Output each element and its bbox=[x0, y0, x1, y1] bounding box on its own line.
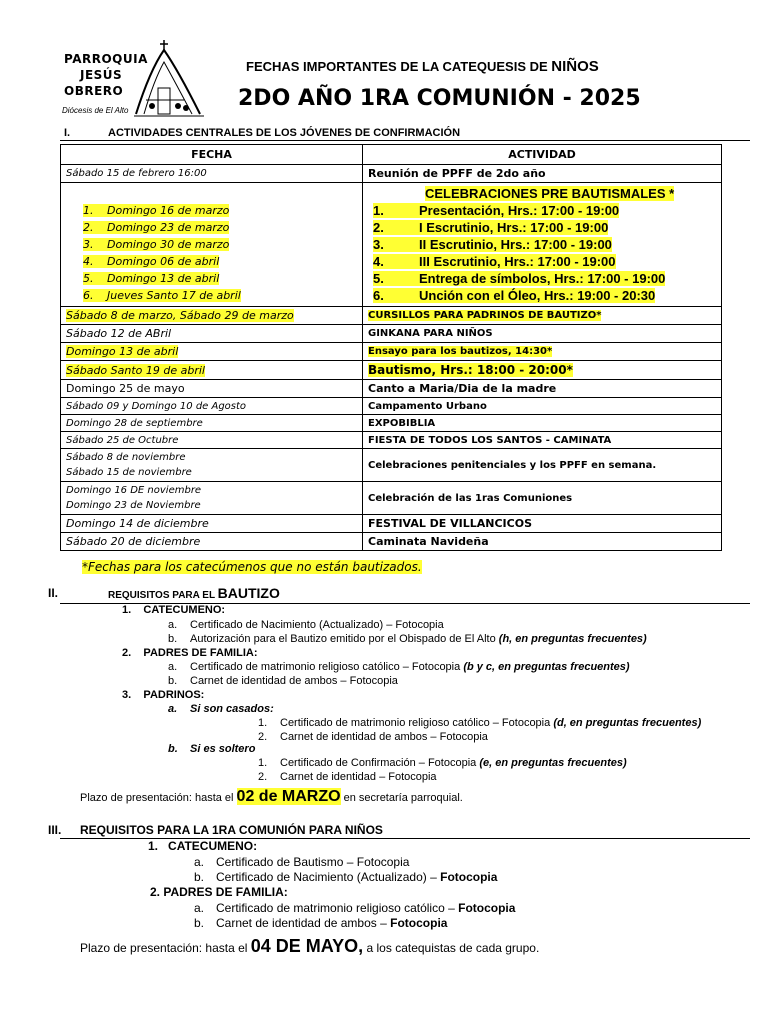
communion-deadline: Plazo de presentación: hasta el 04 DE MAYO, a los catequistas de cada grupo. bbox=[80, 936, 540, 956]
parish-logo bbox=[58, 40, 206, 120]
req-item: b. bbox=[168, 743, 178, 755]
table-footnote: *Fechas para los catecúmenos que no están bautizados. bbox=[82, 560, 422, 574]
req-item: Certificado de matrimonio religioso católico – Fotocopia bbox=[216, 901, 516, 915]
page-title: 2DO AÑO 1RA COMUNIÓN - 2025 bbox=[238, 86, 641, 111]
section-3-title: REQUISITOS PARA LA 1RA COMUNIÓN PARA NIÑOS bbox=[80, 823, 383, 837]
col-fecha: FECHA bbox=[61, 145, 363, 165]
actividad-cell: Campamento Urbano bbox=[363, 398, 722, 415]
table-row bbox=[61, 515, 722, 533]
req-item: 3. PADRINOS: bbox=[122, 689, 205, 701]
req-item: b. bbox=[168, 675, 178, 687]
list-item: 4. Domingo 06 de abril bbox=[83, 254, 220, 268]
fecha-cell: Domingo 13 de abril bbox=[61, 343, 363, 361]
celebrations-title: CELEBRACIONES PRE BAUTISMALES * bbox=[425, 186, 675, 201]
table-row bbox=[61, 398, 722, 415]
table-row bbox=[61, 307, 722, 325]
table-row bbox=[61, 415, 722, 432]
logo-diocese: Diócesis de El Alto bbox=[62, 106, 129, 115]
actividad-cell: FIESTA DE TODOS LOS SANTOS - CAMINATA bbox=[363, 432, 722, 449]
fecha-cell: Sábado 20 de diciembre bbox=[61, 533, 363, 551]
req-item: a. bbox=[168, 661, 178, 673]
fecha-cell: Domingo 25 de mayo bbox=[61, 380, 363, 398]
list-item: 2. I Escrutinio, Hrs.: 17:00 - 19:00 bbox=[373, 220, 609, 235]
req-item: b. bbox=[194, 870, 205, 884]
activities-table bbox=[60, 144, 722, 551]
church-icon bbox=[134, 40, 206, 118]
req-item: 2. bbox=[258, 731, 268, 743]
req-item: b. bbox=[168, 633, 178, 645]
req-item: a. bbox=[168, 619, 178, 631]
fecha-cell: Domingo 14 de diciembre bbox=[61, 515, 363, 533]
list-item: 6. Jueves Santo 17 de abril bbox=[83, 288, 241, 302]
req-item: Si son casados: bbox=[190, 703, 274, 715]
req-item: a. bbox=[194, 855, 205, 869]
list-item: 4. III Escrutinio, Hrs.: 17:00 - 19:00 bbox=[373, 254, 616, 269]
list-item: 3. II Escrutinio, Hrs.: 17:00 - 19:00 bbox=[373, 237, 612, 252]
req-item: 1. CATECUMENO: bbox=[148, 839, 258, 853]
list-item: 2. Domingo 23 de marzo bbox=[83, 220, 230, 234]
actividad-cell: Ensayo para los bautizos, 14:30* bbox=[363, 343, 722, 361]
req-item: 2. bbox=[258, 771, 268, 783]
fecha-cell: Sábado Santo 19 de abril bbox=[61, 361, 363, 380]
section-2-roman: II. bbox=[48, 586, 59, 600]
list-item: 5. Entrega de símbolos, Hrs.: 17:00 - 19:00 bbox=[373, 271, 666, 286]
req-item: Certificado de Confirmación – Fotocopia (e, en preguntas frecuentes) bbox=[280, 757, 627, 769]
actividad-cell: Celebración de las 1ras Comuniones bbox=[363, 482, 722, 515]
req-item: a. bbox=[194, 901, 205, 915]
table-row-celebrations bbox=[61, 183, 722, 307]
req-item: 2. PADRES DE FAMILIA: bbox=[122, 647, 258, 659]
fecha-cell: Sábado 09 y Domingo 10 de Agosto bbox=[61, 398, 363, 415]
page-subtitle bbox=[246, 58, 599, 75]
fecha-cell: Domingo 28 de septiembre bbox=[61, 415, 363, 432]
actividad-cell: Reunión de PPFF de 2do año bbox=[363, 165, 722, 183]
table-row bbox=[61, 380, 722, 398]
fecha-cell: Sábado 12 de ABril bbox=[61, 325, 363, 343]
req-item: 1. CATECUMENO: bbox=[122, 604, 226, 616]
req-item: Carnet de identidad de ambos – Fotocopia bbox=[280, 731, 488, 743]
table-row bbox=[61, 165, 722, 183]
req-item: 1. bbox=[258, 757, 268, 769]
req-item: b. bbox=[194, 916, 205, 930]
req-item: 1. bbox=[258, 717, 268, 729]
section-1-roman: I. bbox=[64, 127, 71, 139]
table-header-row bbox=[61, 145, 722, 165]
baptism-deadline: Plazo de presentación: hasta el 02 de MARZO en secretaría parroquial. bbox=[80, 788, 463, 805]
req-item: 2. PADRES DE FAMILIA: bbox=[150, 885, 288, 899]
list-item: 1. Domingo 16 de marzo bbox=[83, 203, 230, 217]
table-row bbox=[61, 325, 722, 343]
list-item: 1. Presentación, Hrs.: 17:00 - 19:00 bbox=[373, 203, 620, 218]
req-item: Certificado de Nacimiento (Actualizado) – Fotocopia bbox=[216, 870, 498, 884]
logo-line-3: OBRERO bbox=[64, 84, 124, 98]
fecha-cell: Sábado 25 de Octubre bbox=[61, 432, 363, 449]
req-item: Carnet de identidad de ambos – Fotocopia bbox=[216, 916, 448, 930]
section-1-rule bbox=[60, 140, 750, 141]
table-row bbox=[61, 449, 722, 482]
actividad-cell: Celebraciones penitenciales y los PPFF en semana. bbox=[363, 449, 722, 482]
req-item: Certificado de Bautismo – Fotocopia bbox=[216, 855, 410, 869]
section-2-title: REQUISITOS PARA EL BAUTIZO bbox=[108, 585, 280, 601]
actividad-cell: EXPOBIBLIA bbox=[363, 415, 722, 432]
actividad-cell-list bbox=[363, 183, 722, 307]
logo-line-2: JESÚS bbox=[80, 68, 123, 82]
actividad-cell: FESTIVAL DE VILLANCICOS bbox=[363, 515, 722, 533]
req-item: Carnet de identidad – Fotocopia bbox=[280, 771, 437, 783]
fecha-cell-list bbox=[61, 183, 363, 307]
req-item: Autorización para el Bautizo emitido por el Obispado de El Alto (h, en preguntas frecuentes) bbox=[190, 633, 647, 645]
fecha-cell: Sábado 8 de noviembre Sábado 15 de noviembre bbox=[61, 449, 363, 482]
list-item: 6. Unción con el Óleo, Hrs.: 19:00 - 20:30 bbox=[373, 288, 656, 303]
subtitle-prefix: FECHAS IMPORTANTES DE LA CATEQUESIS DE bbox=[246, 59, 552, 74]
section-1-title: ACTIVIDADES CENTRALES DE LOS JÓVENES DE CONFIRMACIÓN bbox=[108, 127, 461, 139]
fecha-cell: Sábado 8 de marzo, Sábado 29 de marzo bbox=[61, 307, 363, 325]
table-row bbox=[61, 482, 722, 515]
req-item: Certificado de matrimonio religioso católico – Fotocopia (d, en preguntas frecuentes) bbox=[280, 717, 702, 729]
col-actividad: ACTIVIDAD bbox=[363, 145, 722, 165]
table-row bbox=[61, 343, 722, 361]
req-item: Carnet de identidad de ambos – Fotocopia bbox=[190, 675, 398, 687]
fecha-cell: Domingo 16 DE noviembre Domingo 23 de Noviembre bbox=[61, 482, 363, 515]
list-item: 3. Domingo 30 de marzo bbox=[83, 237, 230, 251]
actividad-cell: Caminata Navideña bbox=[363, 533, 722, 551]
req-item: Certificado de Nacimiento (Actualizado) – Fotocopia bbox=[190, 619, 444, 631]
actividad-cell: CURSILLOS PARA PADRINOS DE BAUTIZO* bbox=[363, 307, 722, 325]
req-item: a. bbox=[168, 703, 178, 715]
table-row bbox=[61, 533, 722, 551]
list-item: 5. Domingo 13 de abril bbox=[83, 271, 220, 285]
table-row bbox=[61, 432, 722, 449]
logo-line-1: PARROQUIA bbox=[64, 52, 148, 66]
section-3-roman: III. bbox=[48, 823, 62, 837]
actividad-cell: Canto a Maria/Dia de la madre bbox=[363, 380, 722, 398]
req-item: Si es soltero bbox=[190, 743, 256, 755]
fecha-cell: Sábado 15 de febrero 16:00 bbox=[61, 165, 363, 183]
req-item: Certificado de matrimonio religioso católico – Fotocopia (b y c, en preguntas frecuentes) bbox=[190, 661, 630, 673]
table-row bbox=[61, 361, 722, 380]
actividad-cell: Bautismo, Hrs.: 18:00 - 20:00* bbox=[363, 361, 722, 380]
actividad-cell: GINKANA PARA NIÑOS bbox=[363, 325, 722, 343]
subtitle-big: NIÑOS bbox=[551, 58, 599, 75]
